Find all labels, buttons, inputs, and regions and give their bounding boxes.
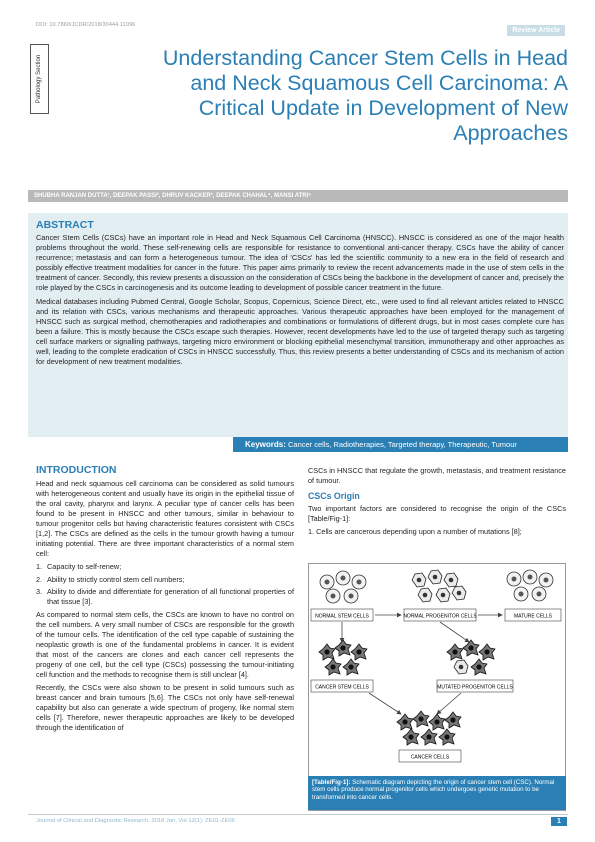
csc-origin-heading: CSCs Origin [308,490,360,501]
introduction-heading: INTRODUCTION [36,464,117,476]
figure-1-caption [308,776,566,810]
abstract-paragraph: Cancer Stem Cells (CSCs) have an important role in Head and Neck Squamous Cell Carcinoma (HNSCC). HNSCC is considered as one of the major health problems throughout the world. These self-renewing cells are responsible for resistance to conventional anti-cancer therapy. CSCs have the ability of cancer recurrence; metastasis and can form a heterogeneous tumour. The idea of 'CSCs' has led the scientific community to a new era in the field of research and possibly effective treatment modalities for cancer in the future. This paper aims primarily to review the recent advancements made in the use of stem cells in the treatment of cancer. Secondly, this review presents a discussion on the consideration of CSCs being the backbone in the development of cancer and, precisely the role played by the CSCs in carcinogenesis and its outcome leading to development of possible cancer treatment in the future. [36,233,564,293]
keywords-text: Cancer cells, Radiotherapies, Targeted therapy, Therapeutic, Tumour [288,440,517,449]
mutated-progenitor-cluster [447,640,495,675]
list-text: Capacity to self-renew; [47,561,122,571]
label-mature: MATURE CELLS [514,613,552,620]
keywords-label: Keywords: [245,440,286,449]
body-paragraph: 1. Cells are cancerous depending upon a number of mutations [8]; [308,526,522,536]
characteristics-list [36,562,294,608]
title-line: and Neck Squamous Cell Carcinoma: A [190,71,568,95]
authors-bar: SHUBHA RANJAN DUTTA¹, DEEPAK PASSI², DHRUV KACKER³, DEEPAK CHAHAL⁴, MANSI ATRI⁵ [28,190,568,202]
right-column [308,466,566,540]
list-number: 1. [36,561,43,571]
arrow [437,693,461,714]
body-paragraph: Two important factors are considered to recognise the origin of the CSCs [Table/Fig-1]: [308,503,566,523]
label-normal-progenitor: NORMAL PROGENITOR CELLS [403,613,477,620]
footer-divider [28,814,568,815]
list-number: 2. [36,574,43,584]
keywords-bar [233,437,568,452]
figure-1-frame [308,563,566,811]
article-title [100,46,568,146]
title-line: Approaches [453,121,568,145]
arrow [440,622,469,642]
figure-1-diagram [309,564,566,776]
body-paragraph: Head and neck squamous cell carcinoma can be considered as solid tumours with heterogeneous content and usually have its origin in the epithelial tissue of the oral cavity, pharynx and larynx. A peculiar type of cancer cells has been found to be present in HNSCC and other tumours, similar in behaviour to tumour progenitor cells but having characteristic features consistent with CSCs [1,2]. The CSCs are defined as the cells in the tumour growth having a tumour initiating potential. There are three important characteristics of a normal stem cell: [36,478,294,558]
title-line: Understanding Cancer Stem Cells in Head [162,46,568,70]
list-item [36,562,294,572]
abstract-paragraph: Medical databases including Pubmed Central, Google Scholar, Scopus, Copernicus, Science Direct, etc., were used to find all relevant articles related to HNSCC and its relation with CSCs, various mechanisms and therapeutic approaches. Various therapeutic approaches have been employed for the management of HNSCC such as surgical method, chemotherapies and radiotherapies and combinations or formulations of different drugs, but in most cases complete cure has been a failure. This is mostly because the CSCs escape such therapies. However, recent developments have led to the use of targeted therapy such as targeting cell surface markers or signalling pathways, targeting micro environment or blocking epithelial mesenchymal transition, immunotherapy and other approaches as well, leading to the complete eradication of CSCs in HNSCC successfully. Thus, this review presents a better understanding of CSCs and its mechanism of action for development of new treatment modalities. [36,296,564,367]
page-number: 1 [551,817,567,826]
label-cancer-stem: CANCER STEM CELLS [315,684,369,691]
abstract-heading: ABSTRACT [36,219,94,231]
label-normal-stem: NORMAL STEM CELLS [315,613,369,620]
label-mutated-progenitor: MUTATED PROGENITOR CELLS [437,684,513,691]
section-label-box [30,44,49,114]
list-item [36,587,294,607]
doi-text: DOI: 10.7860/JCDR/2018/30444.11096 [36,22,136,28]
normal-progenitor-cluster [412,570,466,602]
body-paragraph: CSCs in HNSCC that regulate the growth, metastasis, and treatment resistance of tumour. [308,466,566,485]
body-paragraph: Recently, the CSCs were also shown to be present in solid tumours such as breast cancer and brain tumours [5,6]. The CSCs not only have self-renewal capability but also can generate a wide spectrum of progeny, like normal stem cells [7]. Therefore, newer therapeutic approaches are likely to be developed through the identification of [36,683,294,732]
journal-citation: Journal of Clinical and Diagnostic Research. 2018 Jan, Vol-12(1): ZE01-ZE06 [36,818,235,824]
label-cancer: CANCER CELLS [410,754,450,761]
body-paragraph: As compared to normal stem cells, the CSCs are known to have no control on the cell numbers. A very small number of CSCs are responsible for the growth of the tumour cells. The identification of the cell type capable of sustaining the neoplastic growth is one of the fundamental problems in cancer. It is evident that most of the cancers are clones and each cancer cell represents the progeny of one cell, but the cell type (CSCs) possessing the tumour-initiating cell function and the methods to recognise them is still unclear [4]. [36,610,294,680]
caption-text: Schematic diagram depicting the origin of cancer stem cell (CSC). Normal stem cells produce normal progenitor cells which undergoes genetic mutation to be transformed into cancer cells. [312,779,555,801]
list-number: 3. [36,587,43,597]
article-type-badge: Review Article [507,25,565,36]
list-item [36,575,294,585]
normal-stem-cluster [320,571,366,603]
list-text: Ability to strictly control stem cell numbers; [47,574,185,584]
title-line: Critical Update in Development of New [198,96,568,120]
caption-label: [Table/Fig-1]: [312,779,351,786]
mature-cluster [507,570,553,601]
left-column [36,466,294,736]
cancer-stem-cluster [319,640,367,675]
list-text: Ability to divide and differentiate for generation of all functional properties of that tissue [3]. [47,587,294,607]
section-label: Pathology Section [36,54,43,104]
arrow [369,693,401,714]
abstract-body [36,233,564,370]
cancer-cells-cluster [397,711,461,745]
